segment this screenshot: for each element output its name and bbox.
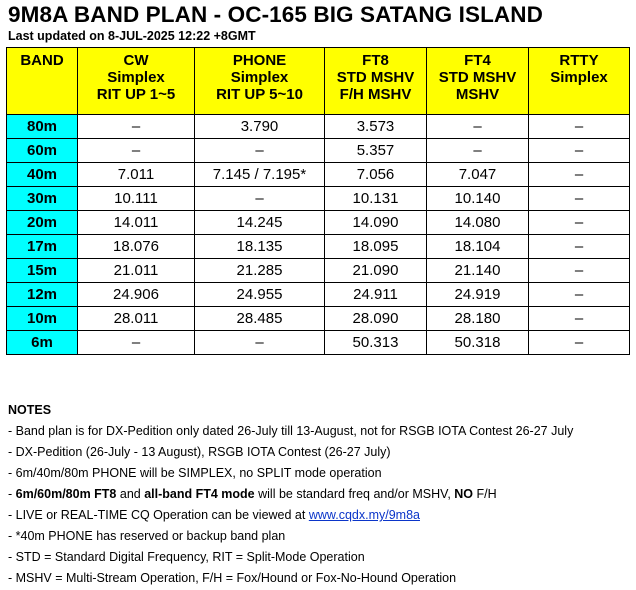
frequency-cell: 14.080 bbox=[427, 211, 529, 235]
frequency-cell: – bbox=[529, 259, 630, 283]
frequency-cell: – bbox=[195, 331, 325, 355]
header-cw-line: CW bbox=[123, 52, 149, 69]
header-ft8-line: STD MSHV bbox=[336, 69, 415, 86]
frequency-cell: 7.145 / 7.195* bbox=[195, 163, 325, 187]
note-4-bold-ft4: all-band FT4 mode bbox=[144, 487, 255, 501]
band-cell: 60m bbox=[7, 139, 78, 163]
frequency-cell: 28.485 bbox=[195, 307, 325, 331]
frequency-cell: 50.313 bbox=[325, 331, 427, 355]
frequency-cell: 3.790 bbox=[195, 115, 325, 139]
live-cq-link[interactable]: www.cqdx.my/9m8a bbox=[308, 508, 420, 522]
note-4-text: will be standard freq and/or MSHV, bbox=[254, 487, 455, 501]
table-row bbox=[7, 163, 630, 187]
frequency-cell: 18.076 bbox=[78, 235, 195, 259]
header-phone-line: Simplex bbox=[230, 69, 289, 86]
note-4-text: and bbox=[116, 487, 145, 501]
note-5-text: - LIVE or REAL-TIME CQ Operation can be viewed at bbox=[8, 508, 309, 522]
table-row bbox=[7, 283, 630, 307]
frequency-cell: 7.011 bbox=[78, 163, 195, 187]
frequency-cell: 10.111 bbox=[78, 187, 195, 211]
frequency-cell: – bbox=[427, 139, 529, 163]
frequency-cell: – bbox=[529, 235, 630, 259]
note-4 bbox=[8, 484, 573, 505]
header-rtty-line: Simplex bbox=[550, 69, 608, 86]
frequency-cell: – bbox=[195, 139, 325, 163]
header-rtty bbox=[529, 48, 630, 115]
frequency-cell: 50.318 bbox=[427, 331, 529, 355]
header-band bbox=[7, 48, 78, 115]
band-cell: 10m bbox=[7, 307, 78, 331]
header-row bbox=[7, 48, 630, 115]
frequency-cell: – bbox=[529, 115, 630, 139]
frequency-cell: 21.285 bbox=[195, 259, 325, 283]
band-cell: 80m bbox=[7, 115, 78, 139]
header-cw-line: Simplex bbox=[107, 69, 165, 86]
notes-section bbox=[8, 400, 573, 589]
table-row bbox=[7, 235, 630, 259]
frequency-cell: 14.090 bbox=[325, 211, 427, 235]
frequency-cell: – bbox=[78, 331, 195, 355]
header-ft4-line: FT4 bbox=[464, 52, 491, 69]
last-updated: Last updated on 8-JUL-2025 12:22 +8GMT bbox=[8, 29, 256, 43]
note-1: - Band plan is for DX-Pedition only dated 26-July till 13-August, not for RSGB IOTA Contest 26-27 July bbox=[8, 424, 574, 438]
header-ft8 bbox=[325, 48, 427, 115]
page-title: 9M8A BAND PLAN - OC-165 BIG SATANG ISLAND bbox=[8, 2, 543, 27]
frequency-cell: 18.095 bbox=[325, 235, 427, 259]
frequency-cell: – bbox=[529, 283, 630, 307]
header-band-line: BAND bbox=[20, 52, 64, 69]
frequency-cell: – bbox=[78, 115, 195, 139]
band-cell: 17m bbox=[7, 235, 78, 259]
note-4-text: - bbox=[8, 487, 16, 501]
note-8: - MSHV = Multi-Stream Operation, F/H = Fox/Hound or Fox-No-Hound Operation bbox=[8, 571, 457, 585]
frequency-cell: 24.955 bbox=[195, 283, 325, 307]
frequency-cell: 7.056 bbox=[325, 163, 427, 187]
header-phone-line: RIT UP 5~10 bbox=[216, 86, 303, 103]
frequency-cell: 24.906 bbox=[78, 283, 195, 307]
note-4-bold-ft8: 6m/60m/80m FT8 bbox=[15, 487, 117, 501]
table-body bbox=[7, 115, 630, 355]
note-4-text: F/H bbox=[473, 487, 497, 501]
table-row bbox=[7, 211, 630, 235]
header-ft4-line: STD MSHV bbox=[438, 69, 517, 86]
frequency-cell: 18.135 bbox=[195, 235, 325, 259]
header-ft8-line: FT8 bbox=[362, 52, 389, 69]
frequency-cell: 5.357 bbox=[325, 139, 427, 163]
band-cell: 40m bbox=[7, 163, 78, 187]
frequency-cell: 28.011 bbox=[78, 307, 195, 331]
frequency-cell: – bbox=[529, 211, 630, 235]
header-ft4 bbox=[427, 48, 529, 115]
band-cell: 12m bbox=[7, 283, 78, 307]
header-ft8-line: F/H MSHV bbox=[339, 86, 412, 103]
table-row bbox=[7, 259, 630, 283]
notes-heading: NOTES bbox=[8, 403, 52, 417]
band-plan-table bbox=[6, 47, 630, 355]
header-phone bbox=[195, 48, 325, 115]
frequency-cell: – bbox=[529, 331, 630, 355]
band-cell: 6m bbox=[7, 331, 78, 355]
table-row bbox=[7, 187, 630, 211]
note-7: - STD = Standard Digital Frequency, RIT = Split-Mode Operation bbox=[8, 550, 365, 564]
note-5 bbox=[8, 505, 573, 526]
frequency-cell: 28.180 bbox=[427, 307, 529, 331]
header-rtty-line: RTTY bbox=[559, 52, 599, 69]
frequency-cell: – bbox=[529, 187, 630, 211]
band-cell: 20m bbox=[7, 211, 78, 235]
frequency-cell: 24.911 bbox=[325, 283, 427, 307]
frequency-cell: 3.573 bbox=[325, 115, 427, 139]
frequency-cell: 28.090 bbox=[325, 307, 427, 331]
frequency-cell: – bbox=[195, 187, 325, 211]
frequency-cell: – bbox=[427, 115, 529, 139]
table-row bbox=[7, 307, 630, 331]
note-3: - 6m/40m/80m PHONE will be SIMPLEX, no SPLIT mode operation bbox=[8, 466, 382, 480]
frequency-cell: 21.090 bbox=[325, 259, 427, 283]
frequency-cell: 7.047 bbox=[427, 163, 529, 187]
band-cell: 30m bbox=[7, 187, 78, 211]
frequency-cell: 21.011 bbox=[78, 259, 195, 283]
frequency-cell: 14.245 bbox=[195, 211, 325, 235]
frequency-cell: 14.011 bbox=[78, 211, 195, 235]
frequency-cell: 10.140 bbox=[427, 187, 529, 211]
note-6: - *40m PHONE has reserved or backup band plan bbox=[8, 529, 286, 543]
header-cw bbox=[78, 48, 195, 115]
table-row bbox=[7, 139, 630, 163]
frequency-cell: – bbox=[529, 307, 630, 331]
note-4-bold-no: NO bbox=[454, 487, 474, 501]
frequency-cell: 24.919 bbox=[427, 283, 529, 307]
frequency-cell: 10.131 bbox=[325, 187, 427, 211]
header-ft4-line: MSHV bbox=[455, 86, 500, 103]
frequency-cell: 21.140 bbox=[427, 259, 529, 283]
band-cell: 15m bbox=[7, 259, 78, 283]
table-row bbox=[7, 331, 630, 355]
frequency-cell: – bbox=[529, 163, 630, 187]
frequency-cell: – bbox=[78, 139, 195, 163]
header-cw-line: RIT UP 1~5 bbox=[96, 86, 176, 103]
note-2: - DX-Pedition (26-July - 13 August), RSGB IOTA Contest (26-27 July) bbox=[8, 445, 391, 459]
table-row bbox=[7, 115, 630, 139]
frequency-cell: – bbox=[529, 139, 630, 163]
frequency-cell: 18.104 bbox=[427, 235, 529, 259]
header-phone-line: PHONE bbox=[232, 52, 287, 69]
